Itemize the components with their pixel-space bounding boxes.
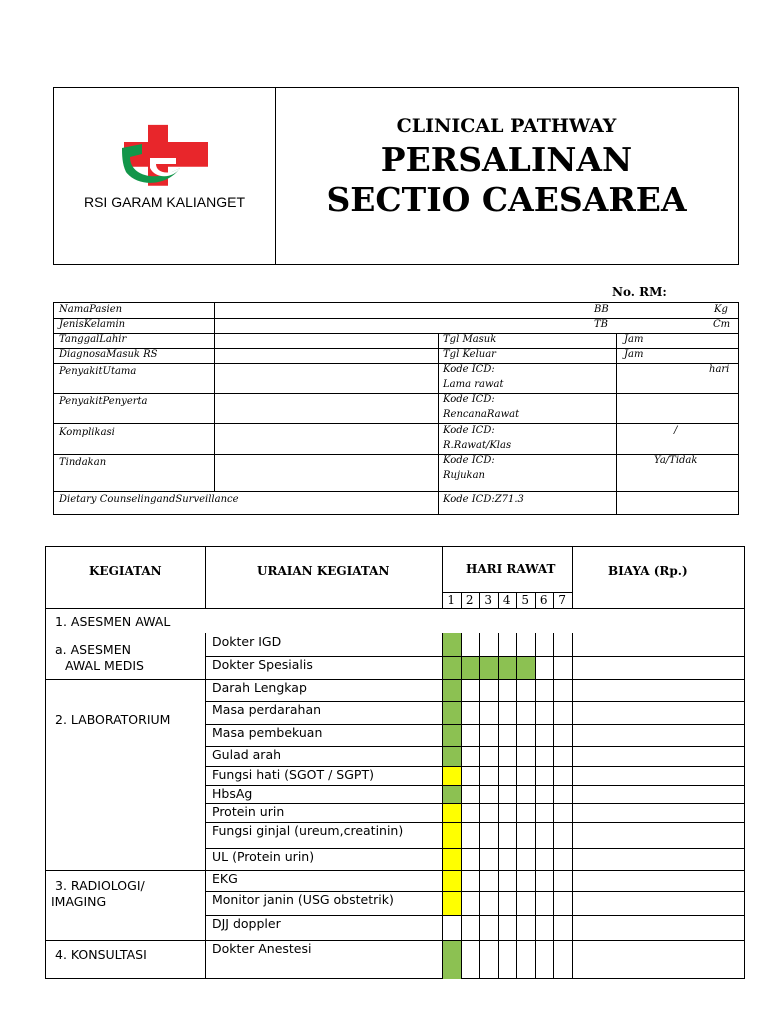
bb-label: BB xyxy=(594,304,609,315)
hospital-logo-icon xyxy=(120,124,210,190)
row-label-5: Masa pembekuan xyxy=(212,725,323,740)
row-label-9: Protein urin xyxy=(212,804,285,819)
pathway-table xyxy=(45,546,745,979)
row-label-3: Darah Lengkap xyxy=(212,680,307,695)
tb-label: TB xyxy=(594,319,609,330)
dietary-label: Dietary CounselingandSurveillance xyxy=(59,494,239,505)
day-cell-fill xyxy=(442,940,461,979)
day-cell-fill xyxy=(442,746,461,766)
rencana-rawat-label: RencanaRawat xyxy=(443,409,520,420)
sub-radiologi-line1: 3. RADIOLOGI/ xyxy=(55,878,145,893)
komplikasi-label: Komplikasi xyxy=(59,427,115,438)
sub-asesmen-line1: a. ASESMEN xyxy=(55,642,131,657)
kode-icd-1: Kode ICD: xyxy=(443,364,495,375)
day-cell-fill xyxy=(442,891,461,915)
day-number-2: 2 xyxy=(465,593,474,607)
rujukan-label: Rujukan xyxy=(443,470,485,481)
col-biaya: BIAYA (Rp.) xyxy=(608,564,688,578)
day-number-5: 5 xyxy=(521,593,530,607)
logo-cell xyxy=(54,88,276,264)
penyakit-penyerta-label: PenyakitPenyerta xyxy=(59,396,148,407)
kg-label: Kg xyxy=(714,304,728,315)
lama-rawat-label: Lama rawat xyxy=(443,379,504,390)
day-cell-fill xyxy=(442,822,461,848)
row-label-8: HbsAg xyxy=(212,786,253,801)
tindakan-label: Tindakan xyxy=(59,457,107,468)
ya-tidak-label: Ya/Tidak xyxy=(654,455,698,466)
header-box xyxy=(53,87,739,265)
sub-asesmen-line2: AWAL MEDIS xyxy=(65,658,144,673)
tgl-masuk-label: Tgl Masuk xyxy=(443,334,497,345)
row-label-15: Dokter Anestesi xyxy=(212,941,312,956)
day-cell-fill xyxy=(516,656,535,679)
col-kegiatan: KEGIATAN xyxy=(89,564,162,578)
row-label-7: Fungsi hati (SGOT / SGPT) xyxy=(212,767,374,782)
day-number-6: 6 xyxy=(539,593,548,607)
day-cell-fill xyxy=(479,656,498,679)
kode-icd-2: Kode ICD: xyxy=(443,394,495,405)
rm-label: No. RM: xyxy=(612,285,667,299)
sub-laboratorium: 2. LABORATORIUM xyxy=(55,712,171,727)
day-cell-fill xyxy=(442,785,461,803)
title-persalinan: PERSALINAN xyxy=(380,140,633,179)
patient-info-table xyxy=(53,302,739,515)
col-hari-rawat: HARI RAWAT xyxy=(466,562,556,576)
section-asesmen-awal: 1. ASESMEN AWAL xyxy=(55,614,171,629)
row-label-10: Fungsi ginjal (ureum,creatinin) xyxy=(212,823,404,838)
day-cell-fill xyxy=(498,656,517,679)
day-cell-fill xyxy=(442,724,461,746)
tanggal-lahir-label: TanggalLahir xyxy=(59,334,127,345)
hari-label: hari xyxy=(709,364,730,375)
row-label-6: Gulad arah xyxy=(212,747,282,762)
jenis-kelamin-label: JenisKelamin xyxy=(59,319,126,330)
row-label-12: EKG xyxy=(212,871,238,886)
col-uraian: URAIAN KEGIATAN xyxy=(257,564,390,578)
day-number-3: 3 xyxy=(484,593,493,607)
nama-pasien-label: NamaPasien xyxy=(59,304,123,315)
cm-label: Cm xyxy=(713,319,731,330)
slash-label: / xyxy=(674,425,678,436)
day-cell-fill xyxy=(442,870,461,891)
row-label-13: Monitor janin (USG obstetrik) xyxy=(212,892,394,907)
logo-text: RSI GARAM KALIANGET xyxy=(83,194,246,210)
diagnosa-label: DiagnosaMasuk RS xyxy=(59,349,158,360)
day-cell-fill xyxy=(442,679,461,701)
row-label-2: Dokter Spesialis xyxy=(212,657,313,672)
title-clinical-pathway: CLINICAL PATHWAY xyxy=(396,115,617,137)
day-cell-fill xyxy=(442,656,461,679)
title-sectio-caesarea: SECTIO CAESAREA xyxy=(326,180,687,219)
row-label-14: DJJ doppler xyxy=(212,916,281,931)
day-cell-fill xyxy=(442,848,461,870)
day-number-7: 7 xyxy=(558,593,567,607)
day-cell-fill xyxy=(442,633,461,656)
row-label-1: Dokter IGD xyxy=(212,634,282,649)
kode-icd-5: Kode ICD:Z71.3 xyxy=(443,494,524,505)
day-cell-fill xyxy=(461,656,480,679)
row-label-11: UL (Protein urin) xyxy=(212,849,315,864)
penyakit-utama-label: PenyakitUtama xyxy=(59,366,137,377)
day-number-4: 4 xyxy=(502,593,511,607)
tgl-keluar-label: Tgl Keluar xyxy=(443,349,496,360)
jam-masuk-label: Jam xyxy=(624,334,644,345)
day-cell-fill xyxy=(442,701,461,724)
day-cell-fill xyxy=(442,803,461,822)
jam-keluar-label: Jam xyxy=(624,349,644,360)
sub-konsultasi: 4. KONSULTASI xyxy=(55,947,147,962)
rawat-klas-label: R.Rawat/Klas xyxy=(443,440,512,451)
kode-icd-3: Kode ICD: xyxy=(443,425,495,436)
row-label-4: Masa perdarahan xyxy=(212,702,322,717)
kode-icd-4: Kode ICD: xyxy=(443,455,495,466)
sub-radiologi-line2: IMAGING xyxy=(51,894,107,909)
day-number-1: 1 xyxy=(447,593,456,607)
day-cell-fill xyxy=(442,766,461,785)
